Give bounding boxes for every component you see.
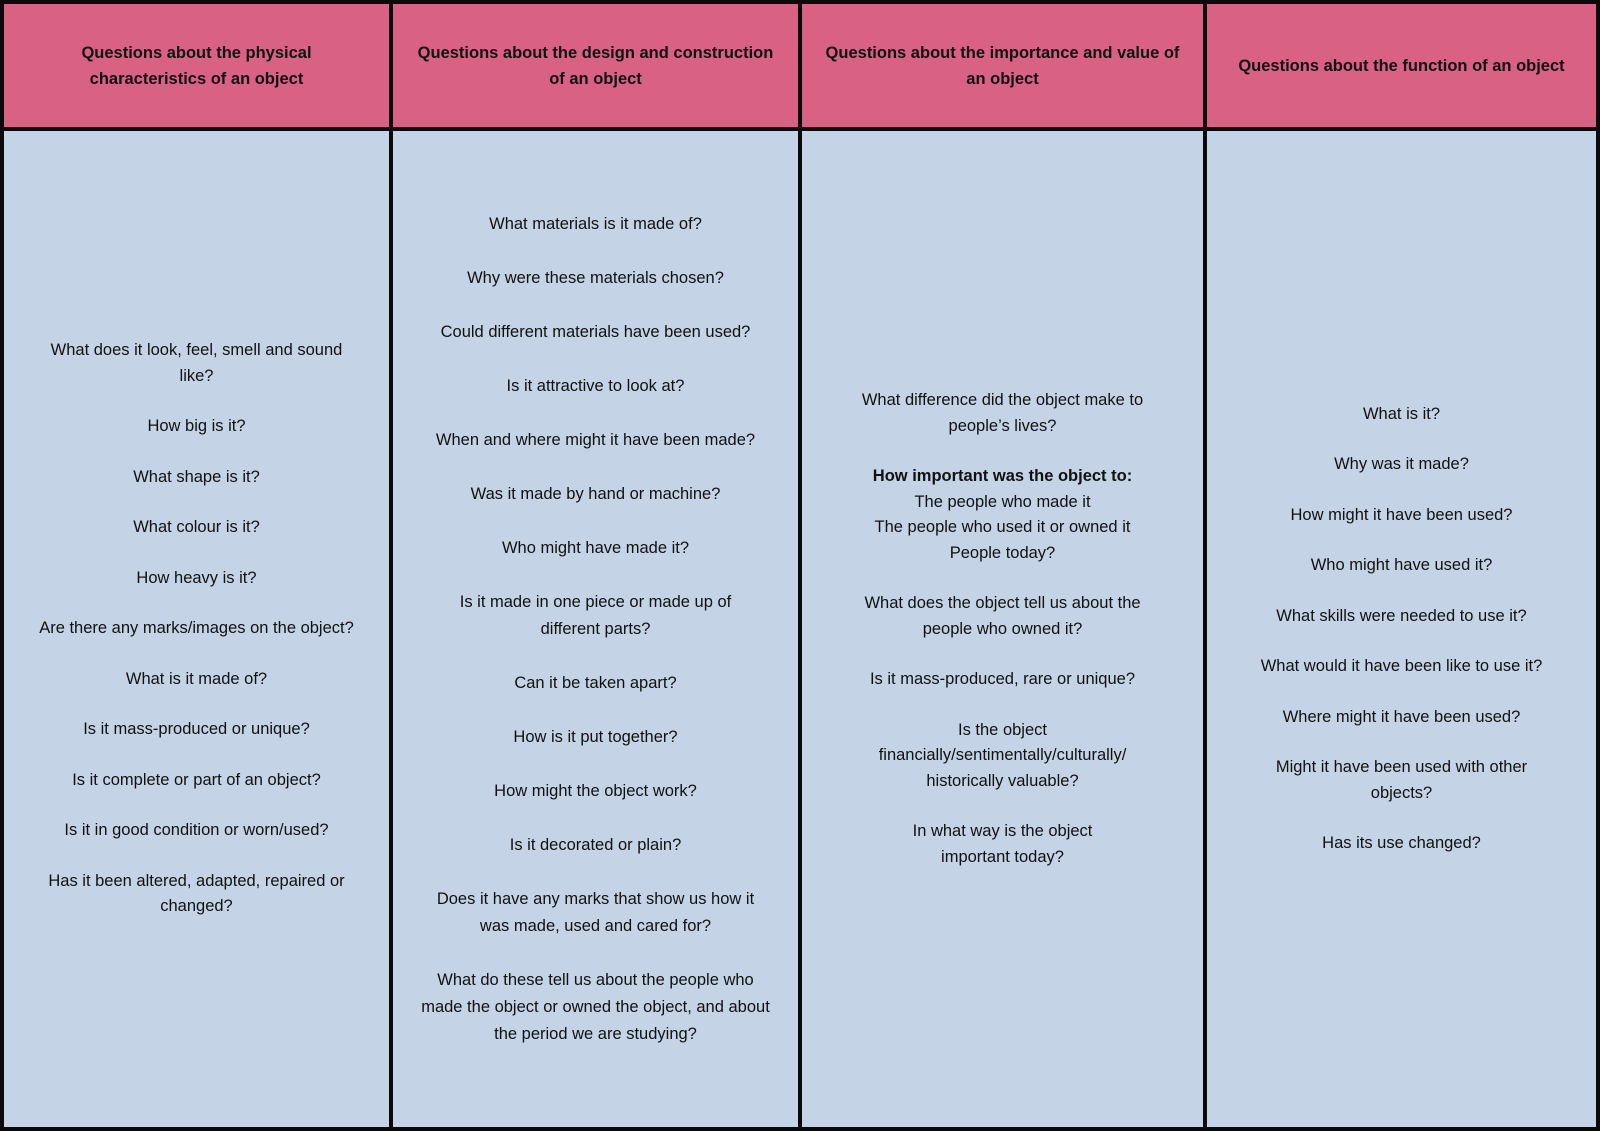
question: Is it decorated or plain? (509, 835, 682, 854)
column-design-construction (393, 0, 798, 1131)
question: Was it made by hand or machine? (470, 484, 721, 503)
question: How is it put together? (513, 727, 678, 746)
column-function (1207, 0, 1596, 1131)
question: What does the object tell us about the people who owned it? (864, 594, 1141, 638)
group-item: The people who made it (914, 492, 1091, 511)
question: Why was it made? (1334, 455, 1469, 473)
question: Is it mass-produced or unique? (83, 720, 310, 739)
column-body (4, 131, 389, 1127)
column-header: Questions about the importance and value of an object (802, 4, 1203, 127)
importance-group (873, 464, 1132, 566)
question: Might it have been used with other objects? (1275, 758, 1528, 802)
question: Are there any marks/images on the object? (39, 619, 354, 638)
group-item: People today? (949, 543, 1056, 562)
column-body (802, 131, 1203, 1127)
question: What skills were needed to use it? (1276, 606, 1527, 625)
question: Who might have used it? (1310, 556, 1493, 574)
question: When and where might it have been made? (435, 430, 756, 449)
question: How heavy is it? (136, 568, 257, 587)
question: Can it be taken apart? (514, 673, 677, 692)
column-importance-value (802, 0, 1203, 1131)
question: Has its use changed? (1322, 834, 1481, 852)
question: Does it have any marks that show us how it was made, used and cared for? (436, 889, 755, 935)
question: Is the object financially/sentimentally/culturally/ historically valuable? (878, 720, 1127, 790)
group-item: The people who used it or owned it (874, 518, 1131, 536)
column-header: Questions about the physical characteristics of an object (4, 4, 389, 127)
column-body (1207, 131, 1596, 1127)
question: How might the object work? (494, 781, 697, 800)
question: What does it look, feel, smell and sound like? (50, 341, 343, 385)
question: Where might it have been used? (1282, 707, 1521, 726)
column-header: Questions about the function of an object (1207, 4, 1596, 127)
column-body (393, 131, 798, 1127)
question: What difference did the object make to people’s lives? (861, 391, 1144, 435)
question: How might it have been used? (1290, 505, 1513, 524)
question: What materials is it made of? (489, 214, 702, 233)
group-title: How important was the object to: (872, 467, 1133, 485)
question: Why were these materials chosen? (467, 268, 724, 287)
question: Has it been altered, adapted, repaired or changed? (48, 871, 345, 916)
question: In what way is the object important today? (912, 822, 1093, 866)
question: What shape is it? (133, 467, 260, 486)
question: Is it complete or part of an object? (72, 770, 321, 789)
question: Who might have made it? (501, 538, 690, 557)
column-header: Questions about the design and construction of an object (393, 4, 798, 127)
question: Is it mass-produced, rare or unique? (869, 670, 1136, 688)
question: What is it? (1362, 404, 1441, 423)
column-physical-characteristics (4, 0, 389, 1131)
question: What is it made of? (125, 669, 268, 688)
question: Is it in good condition or worn/used? (64, 821, 329, 840)
question: How big is it? (147, 417, 246, 436)
question: Is it attractive to look at? (506, 376, 685, 395)
question: What colour is it? (133, 518, 260, 537)
question: What do these tell us about the people who made the object or owned the object, and about the period we are studying? (421, 970, 770, 1043)
question: What would it have been like to use it? (1260, 657, 1543, 675)
question: Could different materials have been used? (440, 322, 751, 341)
question: Is it made in one piece or made up of different parts? (459, 592, 732, 638)
